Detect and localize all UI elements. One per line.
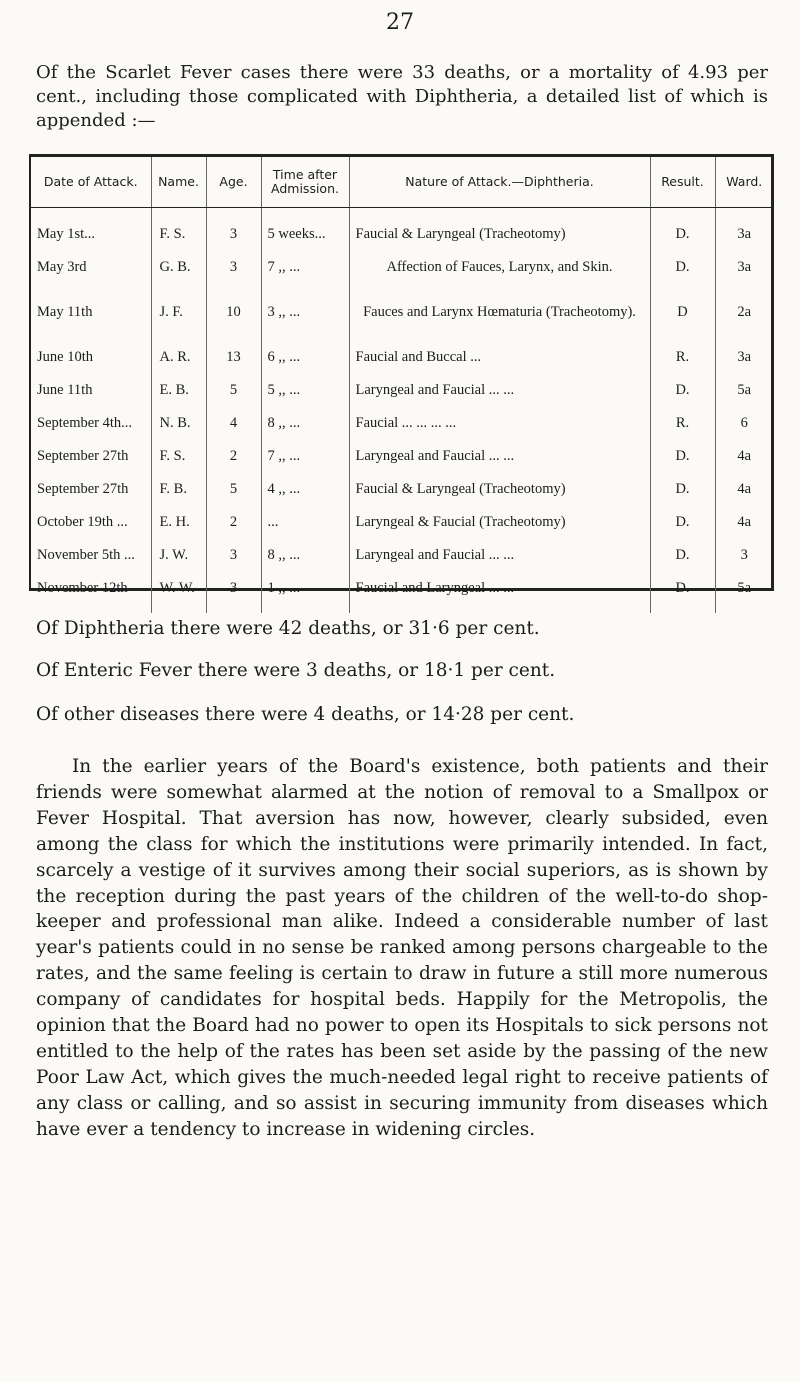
cell-result: D.: [650, 514, 715, 547]
cell-time: 7 ,, ...: [261, 259, 349, 304]
cell-age: 2: [206, 514, 261, 547]
cell-result: D.: [650, 382, 715, 415]
header-date: Date of Attack.: [31, 157, 151, 208]
cell-age: 5: [206, 481, 261, 514]
cases-table: [31, 157, 773, 613]
cell-result: D.: [650, 448, 715, 481]
cell-ward: 3: [740, 547, 748, 563]
cell-age: 3: [206, 580, 261, 613]
stat-other-diseases: Of other diseases there were 4 deaths, or 14·28 per cent.: [36, 704, 575, 725]
cell-ward: 4a: [737, 448, 752, 464]
cell-name: J. F.: [151, 304, 206, 349]
table-row: [31, 580, 773, 613]
cell-result: D.: [650, 259, 715, 304]
cell-result: D.: [650, 481, 715, 514]
cell-ward: 3a: [737, 259, 752, 275]
cell-name: F. S.: [151, 448, 206, 481]
cell-nature: Faucial & Laryngeal (Tracheotomy): [349, 481, 650, 514]
cell-date: May 1st...: [31, 226, 151, 259]
cell-time: 3 ,, ...: [261, 304, 349, 349]
body-paragraph: In the earlier years of the Board's existence, both patients and their friends were somewhat alarmed at the notion of removal to a Smallpox or Fever Hospital. That aversion has now, however, clearly subsided, even among the class for which the institutions were primarily intended. In fact, scarcely a vestige of it survives among their social superiors, as is shown by the reception during the past years of the children of the well-to-do shop-keeper and professional man alike. Indeed a considerable number of last year's patients could in no sense be ranked among persons chargeable to the rates, and the same feeling is certain to draw in future a still more numerous company of candidates for hospital beds. Happily for the Metropolis, the opinion that the Board had no power to open its Hospitals to sick persons not entitled to the help of the rates has been set aside by the passing of the new Poor Law Act, which gives the much-needed legal right to receive patients of any class or calling, and so assist in securing immunity from diseases which have ever a tendency to increase in widening circles.: [36, 756, 768, 1140]
cell-result: D.: [650, 226, 715, 259]
header-ward: Ward.: [715, 157, 773, 208]
cell-age: 4: [206, 415, 261, 448]
table-row: [31, 259, 773, 304]
cell-time: 5 weeks...: [261, 226, 349, 259]
cell-result: D: [650, 304, 715, 349]
page-number: 27: [386, 10, 414, 35]
table-row: [31, 448, 773, 481]
cell-age: 3: [206, 259, 261, 304]
cell-date: November 5th ...: [31, 547, 151, 580]
cell-nature: Faucial ... ... ... ...: [349, 415, 650, 448]
cell-nature: Laryngeal and Faucial ... ...: [349, 448, 650, 481]
cell-name: E. B.: [151, 382, 206, 415]
cell-date: November 12th: [31, 580, 151, 613]
table-row: [31, 415, 773, 448]
stat-enteric-fever: Of Enteric Fever there were 3 deaths, or 18·1 per cent.: [36, 660, 556, 681]
cell-nature: Laryngeal and Faucial ... ...: [349, 547, 650, 580]
cell-name: J. W.: [151, 547, 206, 580]
header-time-after-admission: Time after Admission.: [261, 157, 349, 208]
diphtheria-cases-table: [29, 154, 774, 596]
cell-ward: 6: [740, 415, 748, 431]
cell-ward: 4a: [737, 481, 752, 497]
header-nature-of-attack: Nature of Attack.—Diphtheria.: [349, 157, 650, 208]
cell-time: 8 ,, ...: [261, 547, 349, 580]
cell-age: 3: [206, 226, 261, 259]
cell-ward: 3a: [737, 226, 752, 242]
table-row: [31, 304, 773, 349]
cell-time: 4 ,, ...: [261, 481, 349, 514]
cell-ward: 2a: [737, 304, 752, 320]
cell-nature: Laryngeal and Faucial ... ...: [349, 382, 650, 415]
cell-time: 5 ,, ...: [261, 382, 349, 415]
cell-date: September 27th: [31, 448, 151, 481]
cell-age: 2: [206, 448, 261, 481]
stat-diphtheria: Of Diphtheria there were 42 deaths, or 31·6 per cent.: [36, 618, 540, 639]
cell-time: ...: [261, 514, 349, 547]
table-row: [31, 547, 773, 580]
header-name: Name.: [151, 157, 206, 208]
cell-age: 10: [206, 304, 261, 349]
cell-nature: Affection of Fauces, Larynx, and Skin.: [349, 259, 650, 304]
cell-nature: Fauces and Larynx Hœmaturia (Tracheotomy).: [349, 304, 650, 349]
cell-result: D.: [650, 547, 715, 580]
cell-nature: Faucial & Laryngeal (Tracheotomy): [349, 226, 650, 259]
table-row: [31, 481, 773, 514]
cell-name: N. B.: [151, 415, 206, 448]
cell-time: 6 ,, ...: [261, 349, 349, 382]
cell-date: September 27th: [31, 481, 151, 514]
cell-date: October 19th ...: [31, 514, 151, 547]
cell-name: W. W.: [151, 580, 206, 613]
cell-name: F. B.: [151, 481, 206, 514]
cell-nature: Laryngeal & Faucial (Tracheotomy): [349, 514, 650, 547]
cell-ward: 3a: [737, 349, 752, 365]
cell-name: G. B.: [151, 259, 206, 304]
header-result: Result.: [650, 157, 715, 208]
cell-date: May 3rd: [31, 259, 151, 304]
cell-date: September 4th...: [31, 415, 151, 448]
cell-result: R.: [650, 415, 715, 448]
table-header-row: [31, 157, 773, 208]
cell-ward: 5a: [737, 580, 752, 596]
cell-age: 5: [206, 382, 261, 415]
cell-ward: 5a: [737, 382, 752, 398]
cell-date: June 11th: [31, 382, 151, 415]
cell-time: 8 ,, ...: [261, 415, 349, 448]
table-row: [31, 382, 773, 415]
cell-nature: Faucial and Laryngeal ... ...: [349, 580, 650, 613]
cell-name: F. S.: [151, 226, 206, 259]
table-row: [31, 226, 773, 259]
cell-result: D.: [650, 580, 715, 613]
header-age: Age.: [206, 157, 261, 208]
cell-time: 7 ,, ...: [261, 448, 349, 481]
table-spacer-row: [31, 208, 773, 227]
cell-age: 13: [206, 349, 261, 382]
cell-result: R.: [650, 349, 715, 382]
table-row: [31, 349, 773, 382]
cell-nature: Faucial and Buccal ...: [349, 349, 650, 382]
cell-date: May 11th: [31, 304, 151, 349]
cell-name: E. H.: [151, 514, 206, 547]
cell-date: June 10th: [31, 349, 151, 382]
table-row: [31, 514, 773, 547]
cell-age: 3: [206, 547, 261, 580]
cell-name: A. R.: [151, 349, 206, 382]
intro-paragraph: Of the Scarlet Fever cases there were 33 deaths, or a mortality of 4.93 per cent., including those complicated with Diphtheria, a detailed list of which is appended :—: [36, 62, 768, 131]
cell-time: 1 ,, ...: [261, 580, 349, 613]
cell-ward: 4a: [737, 514, 752, 530]
